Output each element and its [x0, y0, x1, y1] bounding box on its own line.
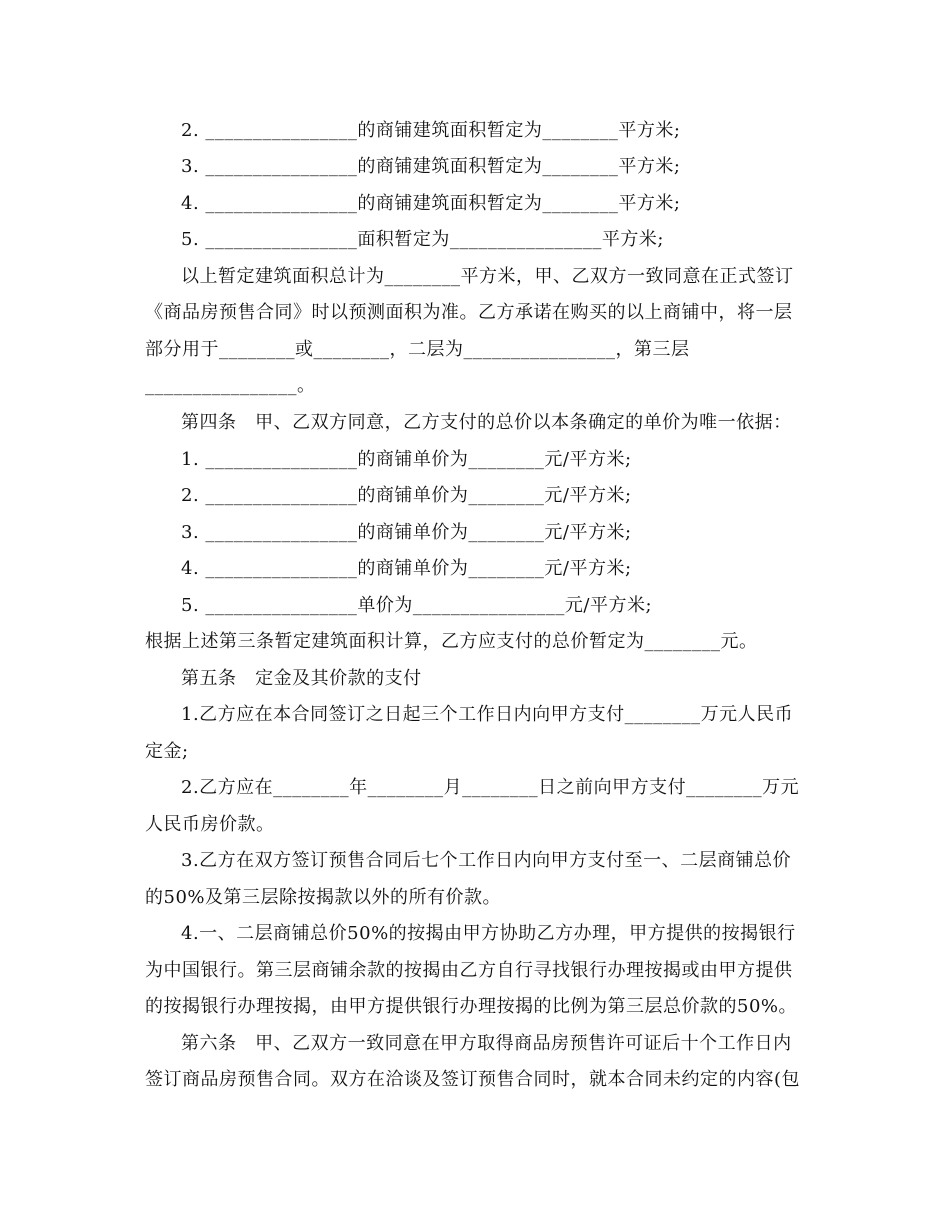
text-line: 签订商品房预售合同。双方在洽谈及签订预售合同时，就本合同未约定的内容(包 [145, 1069, 801, 1090]
text-line: 1.乙方应在本合同签订之日起三个工作日内向甲方支付________万元人民币 [181, 704, 794, 725]
text-line: 为中国银行。第三层商铺余款的按揭由乙方自行寻找银行办理按揭或由甲方提供 [145, 960, 793, 981]
text-line: 人民币房价款。 [145, 814, 275, 835]
text-line: ________________。 [145, 375, 316, 396]
text-line: 5. ________________面积暂定为________________平方米; [181, 229, 664, 250]
text-line: 5. ________________单价为________________元/平方米; [181, 595, 653, 616]
text-line: 定金; [145, 741, 189, 762]
text-line: 的50%及第三层除按揭款以外的所有价款。 [145, 887, 502, 908]
text-line: 4. ________________的商铺单价为________元/平方米; [181, 558, 632, 579]
text-line: 2. ________________的商铺单价为________元/平方米; [181, 485, 632, 506]
text-line: 2.乙方应在________年________月________日之前向甲方支付________万元 [181, 777, 800, 798]
text-line: 3.乙方在双方签订预售合同后七个工作日内向甲方支付至一、二层商铺总价 [181, 850, 792, 871]
text-line: 3. ________________的商铺建筑面积暂定为________平方米; [181, 156, 681, 177]
text-line: 《商品房预售合同》时以预测面积为准。乙方承诺在购买的以上商铺中，将一层 [145, 302, 793, 323]
text-line: 4.一、二层商铺总价50%的按揭由甲方协助乙方办理，甲方提供的按揭银行 [181, 923, 796, 944]
article-heading: 第五条 定金及其价款的支付 [181, 668, 422, 689]
text-line: 3. ________________的商铺单价为________元/平方米; [181, 522, 632, 543]
text-line: 4. ________________的商铺建筑面积暂定为________平方米; [181, 193, 681, 214]
text-line: 1. ________________的商铺单价为________元/平方米; [181, 449, 632, 470]
text-line: 的按揭银行办理按揭，由甲方提供银行办理按揭的比例为第三层总价款的50%。 [145, 996, 798, 1017]
article-heading: 第六条 甲、乙双方一致同意在甲方取得商品房预售许可证后十个工作日内 [181, 1033, 792, 1054]
text-line: 以上暂定建筑面积总计为________平方米，甲、乙双方一致同意在正式签订 [181, 266, 794, 287]
text-line: 部分用于________或________，二层为________________，第三层 [145, 339, 690, 360]
text-line: 根据上述第三条暂定建筑面积计算，乙方应支付的总价暂定为________元。 [145, 631, 758, 652]
text-line: 2. ________________的商铺建筑面积暂定为________平方米; [181, 120, 681, 141]
article-heading: 第四条 甲、乙双方同意，乙方支付的总价以本条确定的单价为唯一依据： [181, 412, 792, 433]
